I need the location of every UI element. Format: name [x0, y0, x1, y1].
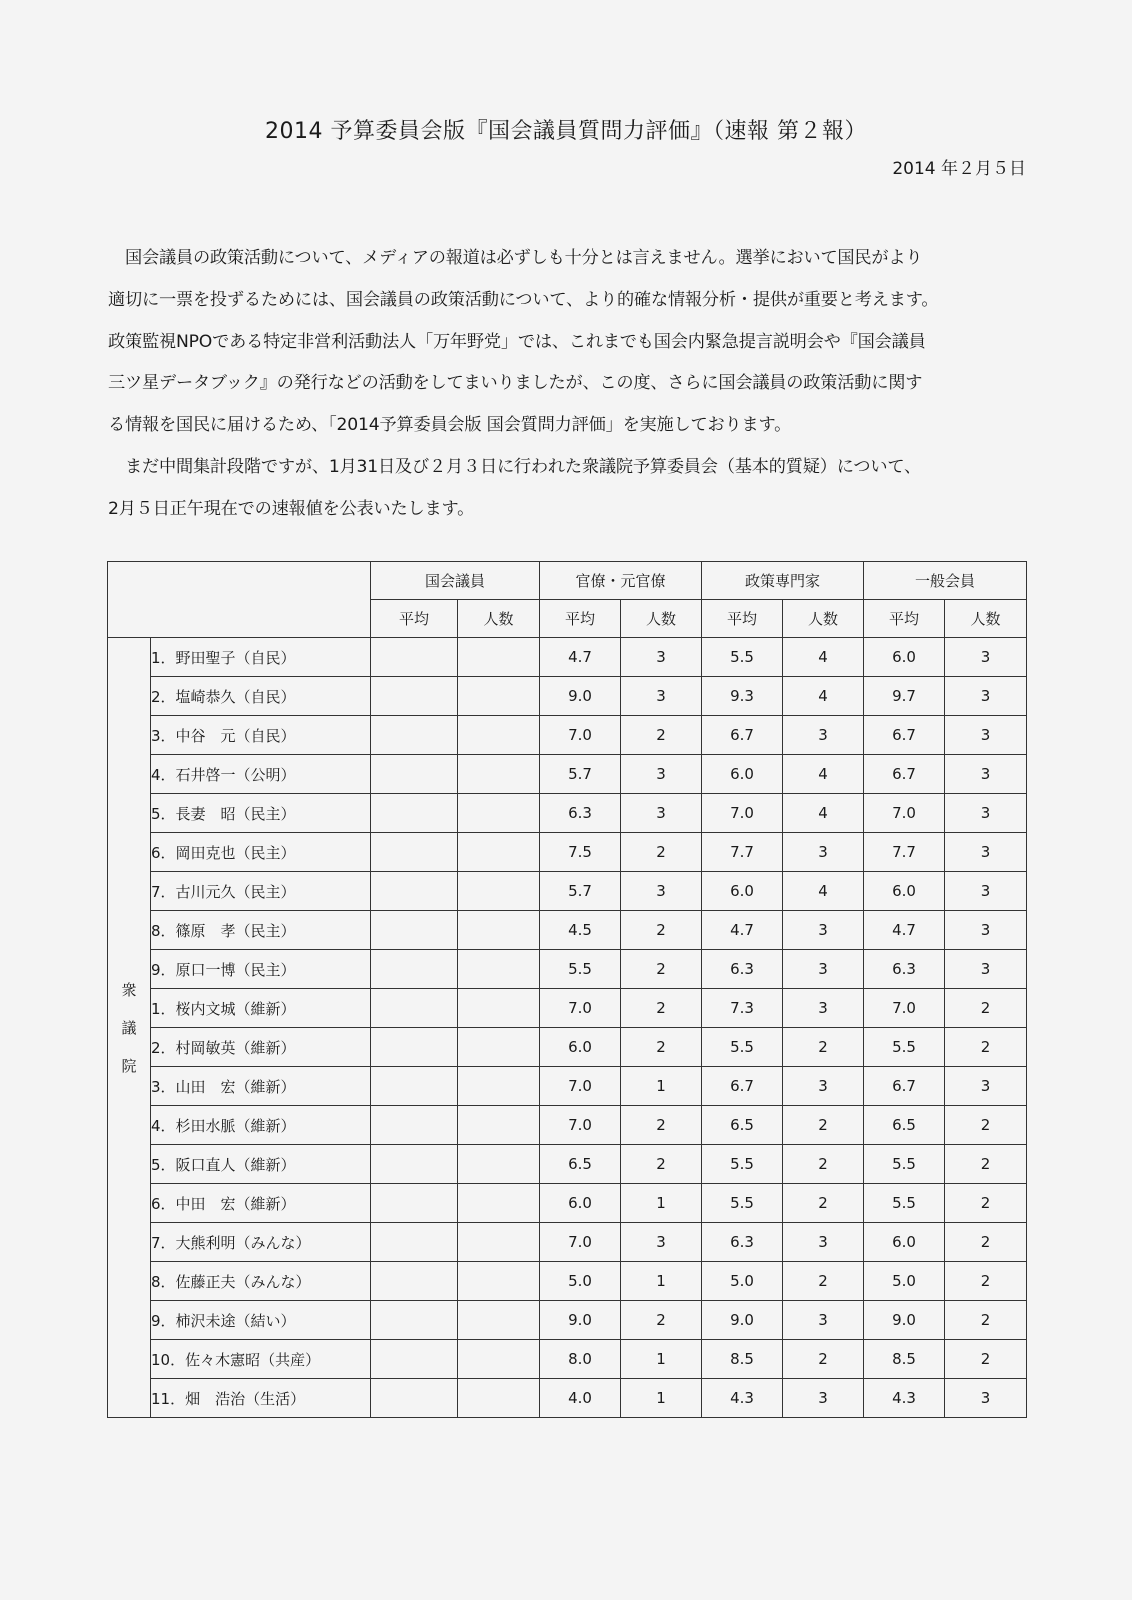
average-cell: 5.5 — [864, 1184, 945, 1223]
count-cell: 3 — [783, 911, 864, 950]
subheader-average: 平均 — [702, 600, 783, 638]
count-cell: 2 — [783, 1145, 864, 1184]
average-cell: 9.0 — [702, 1301, 783, 1340]
house-label-cell — [108, 638, 151, 1418]
table-body — [108, 638, 1027, 1418]
count-cell: 2 — [621, 989, 702, 1028]
average-cell — [371, 911, 458, 950]
table-row — [108, 1028, 1027, 1067]
count-cell: 4 — [783, 794, 864, 833]
table-row — [108, 872, 1027, 911]
member-name-cell: 6．岡田克也（民主） — [151, 833, 371, 872]
count-cell: 2 — [945, 1106, 1027, 1145]
average-cell — [371, 1223, 458, 1262]
member-name-cell: 9．原口一博（民主） — [151, 950, 371, 989]
count-cell: 2 — [945, 1145, 1027, 1184]
count-cell: 4 — [783, 872, 864, 911]
count-cell: 3 — [783, 833, 864, 872]
average-cell: 6.5 — [702, 1106, 783, 1145]
average-cell: 5.7 — [540, 755, 621, 794]
member-name-cell: 6．中田 宏（維新） — [151, 1184, 371, 1223]
average-cell: 9.7 — [864, 677, 945, 716]
subheader-average: 平均 — [540, 600, 621, 638]
average-cell: 7.5 — [540, 833, 621, 872]
average-cell — [371, 1028, 458, 1067]
member-name-cell: 1．野田聖子（自民） — [151, 638, 371, 677]
average-cell: 6.7 — [702, 716, 783, 755]
count-cell: 3 — [783, 716, 864, 755]
intro-text — [108, 238, 1028, 531]
count-cell: 3 — [783, 1067, 864, 1106]
count-cell: 4 — [783, 677, 864, 716]
text-line: 政策監視NPOである特定非営利活動法人「万年野党」では、これまでも国会内緊急提言説明会や『国会議員 — [108, 331, 926, 352]
average-cell — [371, 1106, 458, 1145]
count-cell — [458, 716, 540, 755]
average-cell: 9.0 — [540, 1301, 621, 1340]
group-header-bureaucrats: 官僚・元官僚 — [540, 562, 702, 600]
average-cell: 6.3 — [540, 794, 621, 833]
count-cell: 3 — [621, 755, 702, 794]
table-row — [108, 989, 1027, 1028]
count-cell: 3 — [945, 1067, 1027, 1106]
average-cell — [371, 1145, 458, 1184]
table-row — [108, 1379, 1027, 1418]
average-cell: 4.3 — [864, 1379, 945, 1418]
average-cell: 5.5 — [864, 1145, 945, 1184]
average-cell: 9.0 — [540, 677, 621, 716]
count-cell: 4 — [783, 638, 864, 677]
subheader-average: 平均 — [371, 600, 458, 638]
average-cell: 4.0 — [540, 1379, 621, 1418]
count-cell: 2 — [621, 950, 702, 989]
count-cell — [458, 911, 540, 950]
count-cell: 2 — [621, 911, 702, 950]
table-row — [108, 716, 1027, 755]
average-cell: 5.5 — [702, 1028, 783, 1067]
average-cell: 4.7 — [864, 911, 945, 950]
average-cell: 6.0 — [864, 638, 945, 677]
table-row — [108, 1106, 1027, 1145]
subheader-count: 人数 — [783, 600, 864, 638]
average-cell: 6.3 — [864, 950, 945, 989]
average-cell — [371, 638, 458, 677]
count-cell: 2 — [945, 1301, 1027, 1340]
count-cell — [458, 755, 540, 794]
average-cell: 6.7 — [864, 716, 945, 755]
table-row — [108, 833, 1027, 872]
count-cell: 4 — [783, 755, 864, 794]
count-cell: 3 — [945, 911, 1027, 950]
table-row — [108, 755, 1027, 794]
average-cell: 6.7 — [864, 755, 945, 794]
count-cell: 3 — [945, 755, 1027, 794]
intro-paragraph-2 — [108, 447, 1028, 531]
average-cell: 8.5 — [702, 1340, 783, 1379]
average-cell: 6.5 — [540, 1145, 621, 1184]
average-cell: 4.3 — [702, 1379, 783, 1418]
text-line: 2月５日正午現在での速報値を公表いたします。 — [108, 498, 475, 519]
table-row — [108, 677, 1027, 716]
average-cell — [371, 1301, 458, 1340]
count-cell: 3 — [945, 794, 1027, 833]
document-date: 2014 年２月５日 — [892, 159, 1026, 179]
group-header-members: 一般会員 — [864, 562, 1027, 600]
count-cell: 2 — [945, 1340, 1027, 1379]
text-line: まだ中間集計段階ですが、1月31日及び２月３日に行われた衆議院予算委員会（基本的質疑）について、 — [108, 456, 921, 477]
average-cell: 7.0 — [540, 1067, 621, 1106]
average-cell: 7.3 — [702, 989, 783, 1028]
count-cell — [458, 1340, 540, 1379]
average-cell: 8.0 — [540, 1340, 621, 1379]
table-row — [108, 1340, 1027, 1379]
count-cell — [458, 1223, 540, 1262]
count-cell — [458, 1184, 540, 1223]
count-cell: 3 — [945, 677, 1027, 716]
count-cell: 2 — [945, 1262, 1027, 1301]
average-cell: 5.5 — [864, 1028, 945, 1067]
count-cell: 3 — [945, 638, 1027, 677]
average-cell: 7.0 — [540, 989, 621, 1028]
member-name-cell: 4．杉田水脈（維新） — [151, 1106, 371, 1145]
average-cell: 5.0 — [702, 1262, 783, 1301]
average-cell: 6.3 — [702, 950, 783, 989]
average-cell — [371, 950, 458, 989]
house-label-char: 院 — [121, 1056, 137, 1075]
count-cell: 2 — [621, 833, 702, 872]
count-cell: 1 — [621, 1340, 702, 1379]
average-cell: 6.7 — [702, 1067, 783, 1106]
count-cell: 1 — [621, 1067, 702, 1106]
count-cell: 2 — [621, 1028, 702, 1067]
table-row — [108, 911, 1027, 950]
average-cell — [371, 794, 458, 833]
member-name-cell: 5．阪口直人（維新） — [151, 1145, 371, 1184]
count-cell: 2 — [783, 1106, 864, 1145]
subheader-average: 平均 — [864, 600, 945, 638]
average-cell: 5.5 — [702, 1184, 783, 1223]
text-line: る情報を国民に届けるため、「2014予算委員会版 国会質問力評価」を実施しております。 — [108, 415, 792, 436]
average-cell: 6.7 — [864, 1067, 945, 1106]
count-cell — [458, 1028, 540, 1067]
average-cell — [371, 872, 458, 911]
average-cell: 6.0 — [540, 1028, 621, 1067]
count-cell: 3 — [621, 872, 702, 911]
table-row — [108, 950, 1027, 989]
member-name-cell: 8．篠原 孝（民主） — [151, 911, 371, 950]
count-cell: 3 — [945, 1379, 1027, 1418]
average-cell: 7.7 — [864, 833, 945, 872]
count-cell: 3 — [783, 989, 864, 1028]
average-cell: 6.3 — [702, 1223, 783, 1262]
count-cell — [458, 677, 540, 716]
average-cell: 5.5 — [702, 1145, 783, 1184]
member-name-cell: 5．長妻 昭（民主） — [151, 794, 371, 833]
average-cell: 7.0 — [864, 794, 945, 833]
text-line: 適切に一票を投ずるためには、国会議員の政策活動について、より的確な情報分析・提供が重要と考えます。 — [108, 289, 939, 310]
house-label-char: 議 — [121, 1018, 137, 1037]
count-cell: 3 — [945, 716, 1027, 755]
house-label-char: 衆 — [121, 980, 137, 999]
count-cell — [458, 638, 540, 677]
count-cell: 3 — [783, 1379, 864, 1418]
document-title: 2014 予算委員会版『国会議員質問力評価』（速報 第２報） — [265, 119, 867, 144]
average-cell — [371, 755, 458, 794]
count-cell — [458, 950, 540, 989]
count-cell: 3 — [945, 950, 1027, 989]
average-cell — [371, 1340, 458, 1379]
average-cell — [371, 1067, 458, 1106]
member-name-cell: 2．塩崎恭久（自民） — [151, 677, 371, 716]
count-cell: 3 — [621, 794, 702, 833]
member-name-cell: 7．古川元久（民主） — [151, 872, 371, 911]
table-row — [108, 1067, 1027, 1106]
member-name-cell: 8．佐藤正夫（みんな） — [151, 1262, 371, 1301]
table-row — [108, 1262, 1027, 1301]
average-cell: 7.0 — [540, 1106, 621, 1145]
group-header-experts: 政策専門家 — [702, 562, 864, 600]
member-name-cell: 1．桜内文城（維新） — [151, 989, 371, 1028]
text-line: 三ツ星データブック』の発行などの活動をしてまいりましたが、この度、さらに国会議員の政策活動に関す — [108, 373, 923, 394]
average-cell — [371, 677, 458, 716]
count-cell — [458, 989, 540, 1028]
count-cell: 2 — [783, 1262, 864, 1301]
count-cell: 2 — [945, 1223, 1027, 1262]
average-cell: 5.7 — [540, 872, 621, 911]
average-cell: 4.5 — [540, 911, 621, 950]
member-name-cell: 2．村岡敏英（維新） — [151, 1028, 371, 1067]
count-cell: 2 — [783, 1340, 864, 1379]
average-cell: 6.0 — [540, 1184, 621, 1223]
count-cell: 2 — [783, 1184, 864, 1223]
member-name-cell: 7．大熊利明（みんな） — [151, 1223, 371, 1262]
count-cell: 3 — [621, 677, 702, 716]
subheader-count: 人数 — [621, 600, 702, 638]
header-blank-cell — [108, 562, 371, 638]
average-cell: 6.0 — [864, 1223, 945, 1262]
average-cell: 4.7 — [702, 911, 783, 950]
table-row — [108, 794, 1027, 833]
text-line: 国会議員の政策活動について、メディアの報道は必ずしも十分とは言えません。選挙において国民がより — [108, 248, 923, 268]
average-cell — [371, 833, 458, 872]
subheader-count: 人数 — [458, 600, 540, 638]
average-cell: 7.0 — [702, 794, 783, 833]
count-cell: 1 — [621, 1184, 702, 1223]
member-name-cell: 3．山田 宏（維新） — [151, 1067, 371, 1106]
average-cell: 6.0 — [702, 755, 783, 794]
count-cell: 3 — [945, 833, 1027, 872]
table-row — [108, 1223, 1027, 1262]
count-cell: 2 — [621, 1301, 702, 1340]
count-cell: 2 — [621, 716, 702, 755]
member-name-cell: 11．畑 浩治（生活） — [151, 1379, 371, 1418]
average-cell: 9.3 — [702, 677, 783, 716]
average-cell: 6.5 — [864, 1106, 945, 1145]
average-cell: 5.0 — [864, 1262, 945, 1301]
count-cell — [458, 1301, 540, 1340]
group-header-legislators: 国会議員 — [371, 562, 540, 600]
average-cell: 8.5 — [864, 1340, 945, 1379]
table-header-row — [108, 562, 1027, 600]
count-cell: 2 — [945, 1184, 1027, 1223]
average-cell: 6.0 — [864, 872, 945, 911]
average-cell: 9.0 — [864, 1301, 945, 1340]
count-cell: 3 — [783, 1223, 864, 1262]
count-cell: 2 — [945, 1028, 1027, 1067]
average-cell — [371, 1379, 458, 1418]
count-cell: 1 — [621, 1379, 702, 1418]
average-cell — [371, 1262, 458, 1301]
count-cell: 3 — [783, 950, 864, 989]
average-cell: 5.5 — [540, 950, 621, 989]
table-row — [108, 1184, 1027, 1223]
table-row — [108, 1145, 1027, 1184]
average-cell: 6.0 — [702, 872, 783, 911]
member-name-cell: 3．中谷 元（自民） — [151, 716, 371, 755]
count-cell: 2 — [945, 989, 1027, 1028]
average-cell — [371, 716, 458, 755]
count-cell: 3 — [945, 872, 1027, 911]
average-cell: 7.7 — [702, 833, 783, 872]
intro-paragraph-1 — [108, 238, 1028, 447]
average-cell: 4.7 — [540, 638, 621, 677]
table-row — [108, 1301, 1027, 1340]
average-cell: 5.0 — [540, 1262, 621, 1301]
count-cell: 3 — [621, 638, 702, 677]
count-cell: 1 — [621, 1262, 702, 1301]
count-cell — [458, 1379, 540, 1418]
count-cell — [458, 794, 540, 833]
member-name-cell: 4．石井啓一（公明） — [151, 755, 371, 794]
count-cell: 3 — [621, 1223, 702, 1262]
count-cell — [458, 833, 540, 872]
subheader-count: 人数 — [945, 600, 1027, 638]
count-cell — [458, 1106, 540, 1145]
average-cell: 7.0 — [864, 989, 945, 1028]
member-name-cell: 9．柿沢未途（結い） — [151, 1301, 371, 1340]
average-cell: 5.5 — [702, 638, 783, 677]
count-cell — [458, 1067, 540, 1106]
count-cell — [458, 1145, 540, 1184]
average-cell — [371, 989, 458, 1028]
count-cell: 2 — [621, 1106, 702, 1145]
average-cell: 7.0 — [540, 716, 621, 755]
evaluation-table — [107, 561, 1027, 1418]
count-cell: 2 — [621, 1145, 702, 1184]
average-cell: 7.0 — [540, 1223, 621, 1262]
count-cell — [458, 872, 540, 911]
count-cell — [458, 1262, 540, 1301]
table-row — [108, 638, 1027, 677]
count-cell: 2 — [783, 1028, 864, 1067]
count-cell: 3 — [783, 1301, 864, 1340]
member-name-cell: 10．佐々木憲昭（共産） — [151, 1340, 371, 1379]
average-cell — [371, 1184, 458, 1223]
